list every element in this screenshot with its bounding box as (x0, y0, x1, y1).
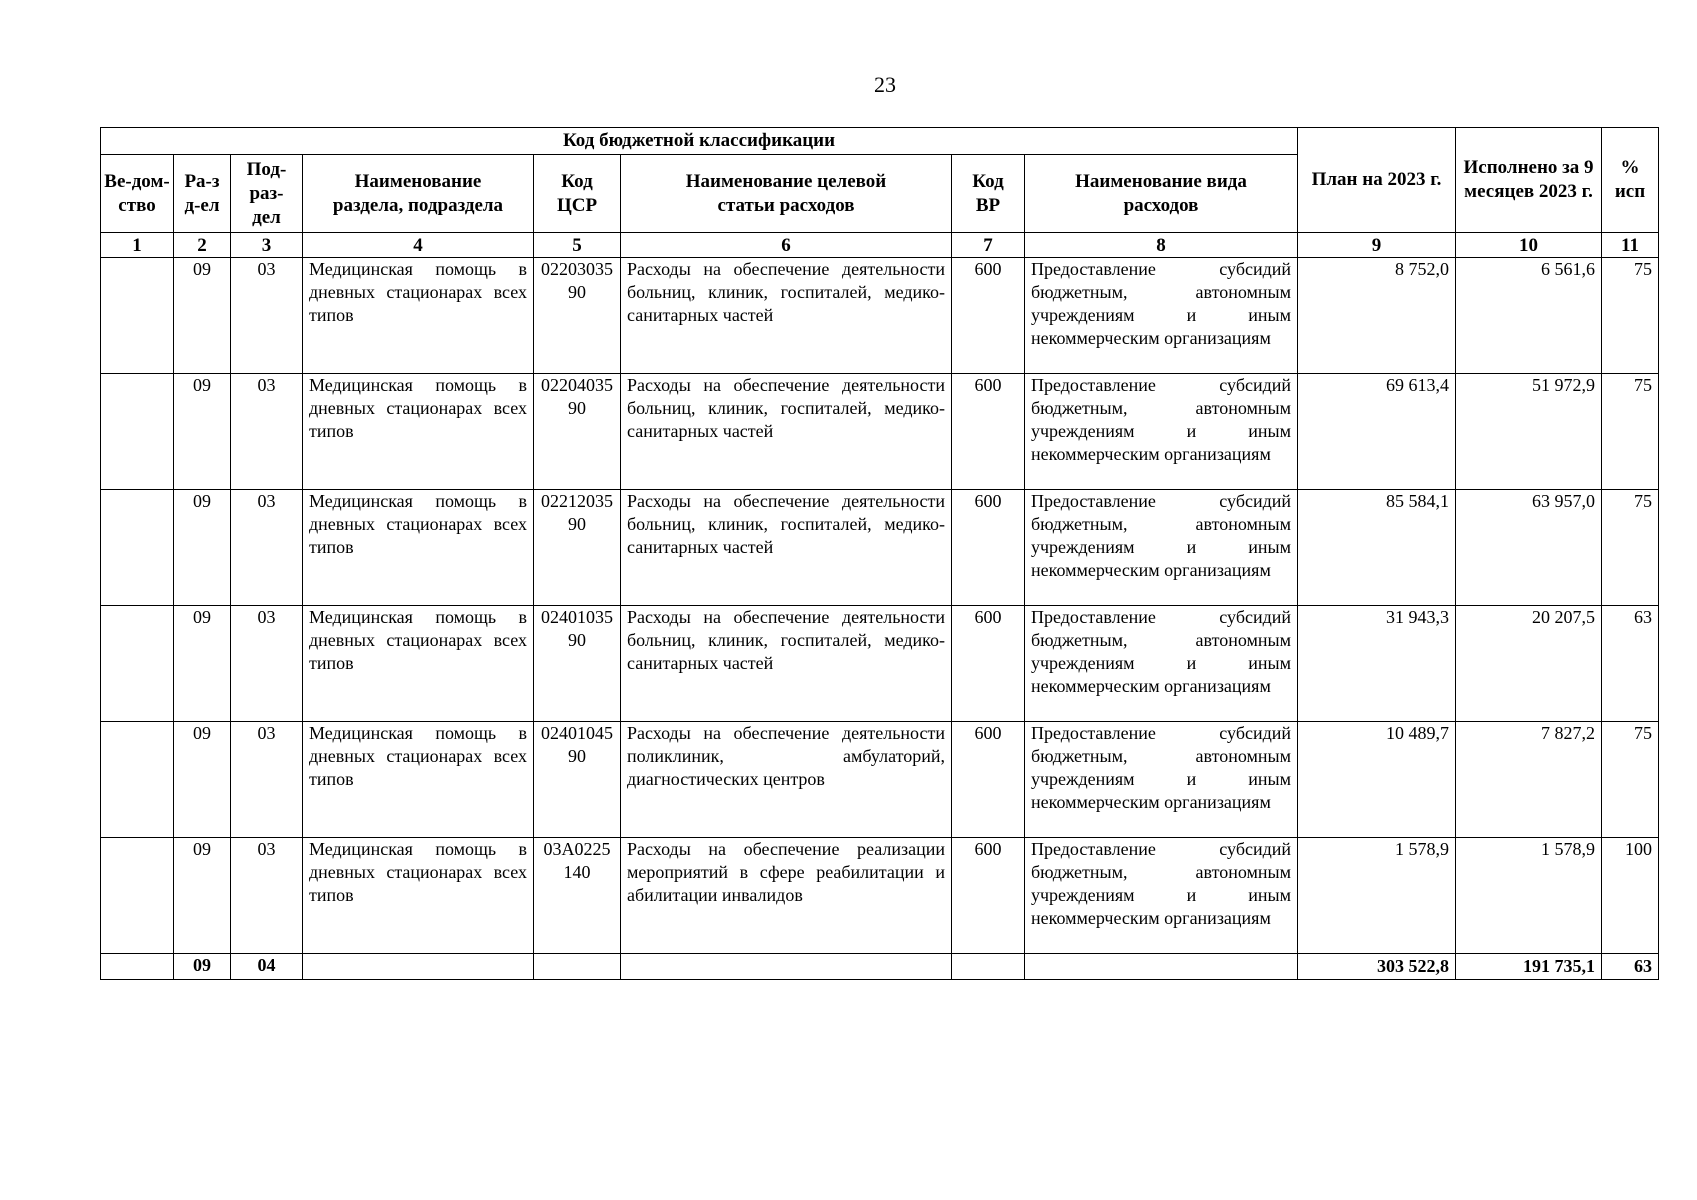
column-number: 10 (1456, 233, 1602, 258)
cell-razdel-name: Медицинская помощь в дневных стационарах всех типов (303, 258, 534, 374)
cell-razdel-name: Медицинская помощь в дневных стационарах всех типов (303, 374, 534, 490)
cell-razdel-name: Медицинская помощь в дневных стационарах всех типов (303, 722, 534, 838)
cell-vr-code: 600 (952, 722, 1025, 838)
cell-razdel: 09 (174, 722, 231, 838)
header-vr-name: Наименование вида расходов (1025, 155, 1298, 233)
column-number: 4 (303, 233, 534, 258)
cell-plan: 1 578,9 (1298, 838, 1456, 954)
column-number: 9 (1298, 233, 1456, 258)
column-number: 5 (534, 233, 621, 258)
column-number: 11 (1602, 233, 1659, 258)
cell-vedomstvo (101, 258, 174, 374)
cell-podrazdel: 03 (231, 606, 303, 722)
cell-pct: 75 (1602, 490, 1659, 606)
cell-csr-code: 0220403590 (534, 374, 621, 490)
cell-csr-name: Расходы на обеспечение деятельности больниц, клиник, госпиталей, медико-санитарных частей (621, 490, 952, 606)
total-podrazdel: 04 (231, 954, 303, 980)
cell-vr-name: Предоставление субсидий бюджетным, автономным учреждениям и иным некоммерческим организациям (1025, 722, 1298, 838)
cell-vedomstvo (101, 490, 174, 606)
cell-plan: 10 489,7 (1298, 722, 1456, 838)
cell-csr-name: Расходы на обеспечение деятельности поликлиник, амбулаторий, диагностических центров (621, 722, 952, 838)
cell-plan: 85 584,1 (1298, 490, 1456, 606)
header-vedomstvo: Ве-дом-ство (101, 155, 174, 233)
total-csr-code (534, 954, 621, 980)
table-row (101, 490, 1659, 606)
cell-razdel: 09 (174, 606, 231, 722)
cell-csr-name: Расходы на обеспечение деятельности больниц, клиник, госпиталей, медико-санитарных частей (621, 258, 952, 374)
total-razdel: 09 (174, 954, 231, 980)
cell-plan: 8 752,0 (1298, 258, 1456, 374)
cell-razdel: 09 (174, 490, 231, 606)
cell-csr-name: Расходы на обеспечение деятельности больниц, клиник, госпиталей, медико-санитарных частей (621, 606, 952, 722)
cell-pct: 75 (1602, 722, 1659, 838)
table-row (101, 606, 1659, 722)
column-number: 6 (621, 233, 952, 258)
total-vedomstvo (101, 954, 174, 980)
cell-csr-name: Расходы на обеспечение деятельности больниц, клиник, госпиталей, медико-санитарных частей (621, 374, 952, 490)
cell-csr-code: 0240103590 (534, 606, 621, 722)
cell-razdel: 09 (174, 258, 231, 374)
page-number: 23 (874, 72, 896, 97)
total-razdel-name (303, 954, 534, 980)
cell-done: 20 207,5 (1456, 606, 1602, 722)
table-row (101, 374, 1659, 490)
cell-vedomstvo (101, 838, 174, 954)
header-pct: % исп (1602, 128, 1659, 233)
column-number: 3 (231, 233, 303, 258)
cell-podrazdel: 03 (231, 374, 303, 490)
total-plan: 303 522,8 (1298, 954, 1456, 980)
cell-csr-code: 0221203590 (534, 490, 621, 606)
total-pct: 63 (1602, 954, 1659, 980)
total-csr-name (621, 954, 952, 980)
cell-vr-name: Предоставление субсидий бюджетным, автономным учреждениям и иным некоммерческим организациям (1025, 606, 1298, 722)
table-row (101, 838, 1659, 954)
cell-plan: 69 613,4 (1298, 374, 1456, 490)
cell-pct: 100 (1602, 838, 1659, 954)
column-number: 2 (174, 233, 231, 258)
column-number: 8 (1025, 233, 1298, 258)
cell-pct: 75 (1602, 374, 1659, 490)
total-vr-name (1025, 954, 1298, 980)
cell-plan: 31 943,3 (1298, 606, 1456, 722)
table-row (101, 258, 1659, 374)
cell-vr-code: 600 (952, 258, 1025, 374)
cell-done: 6 561,6 (1456, 258, 1602, 374)
cell-done: 7 827,2 (1456, 722, 1602, 838)
table-row (101, 722, 1659, 838)
table-header (101, 128, 1659, 258)
cell-vr-name: Предоставление субсидий бюджетным, автономным учреждениям и иным некоммерческим организациям (1025, 258, 1298, 374)
cell-done: 51 972,9 (1456, 374, 1602, 490)
cell-vedomstvo (101, 374, 174, 490)
table-body (101, 258, 1659, 980)
cell-done: 1 578,9 (1456, 838, 1602, 954)
header-done: Исполнено за 9 месяцев 2023 г. (1456, 128, 1602, 233)
cell-razdel-name: Медицинская помощь в дневных стационарах всех типов (303, 606, 534, 722)
cell-podrazdel: 03 (231, 258, 303, 374)
cell-vr-name: Предоставление субсидий бюджетным, автономным учреждениям и иным некоммерческим организациям (1025, 374, 1298, 490)
cell-csr-code: 0220303590 (534, 258, 621, 374)
header-razdel: Ра-зд-ел (174, 155, 231, 233)
cell-pct: 63 (1602, 606, 1659, 722)
cell-vr-name: Предоставление субсидий бюджетным, автономным учреждениям и иным некоммерческим организациям (1025, 838, 1298, 954)
cell-podrazdel: 03 (231, 722, 303, 838)
cell-vedomstvo (101, 722, 174, 838)
header-csr-name: Наименование целевой статьи расходов (621, 155, 952, 233)
total-done: 191 735,1 (1456, 954, 1602, 980)
column-number: 1 (101, 233, 174, 258)
cell-podrazdel: 03 (231, 490, 303, 606)
total-row (101, 954, 1659, 980)
cell-razdel-name: Медицинская помощь в дневных стационарах всех типов (303, 838, 534, 954)
cell-vr-code: 600 (952, 490, 1025, 606)
budget-table (100, 127, 1659, 980)
cell-razdel: 09 (174, 838, 231, 954)
cell-vr-code: 600 (952, 374, 1025, 490)
cell-done: 63 957,0 (1456, 490, 1602, 606)
header-budget-classification: Код бюджетной классификации (101, 128, 1298, 155)
header-vr-code: Код ВР (952, 155, 1025, 233)
cell-podrazdel: 03 (231, 838, 303, 954)
cell-vedomstvo (101, 606, 174, 722)
cell-csr-name: Расходы на обеспечение реализации мероприятий в сфере реабилитации и абилитации инвалидов (621, 838, 952, 954)
cell-vr-code: 600 (952, 606, 1025, 722)
cell-pct: 75 (1602, 258, 1659, 374)
cell-csr-code: 03А0225140 (534, 838, 621, 954)
cell-razdel-name: Медицинская помощь в дневных стационарах всех типов (303, 490, 534, 606)
total-vr-code (952, 954, 1025, 980)
header-podrazdel: Под-раз-дел (231, 155, 303, 233)
cell-razdel: 09 (174, 374, 231, 490)
column-numbers-row (101, 233, 1659, 258)
cell-vr-name: Предоставление субсидий бюджетным, автономным учреждениям и иным некоммерческим организациям (1025, 490, 1298, 606)
header-plan: План на 2023 г. (1298, 128, 1456, 233)
column-number: 7 (952, 233, 1025, 258)
header-razdel-name: Наименование раздела, подраздела (303, 155, 534, 233)
cell-vr-code: 600 (952, 838, 1025, 954)
header-csr-code: Код ЦСР (534, 155, 621, 233)
cell-csr-code: 0240104590 (534, 722, 621, 838)
